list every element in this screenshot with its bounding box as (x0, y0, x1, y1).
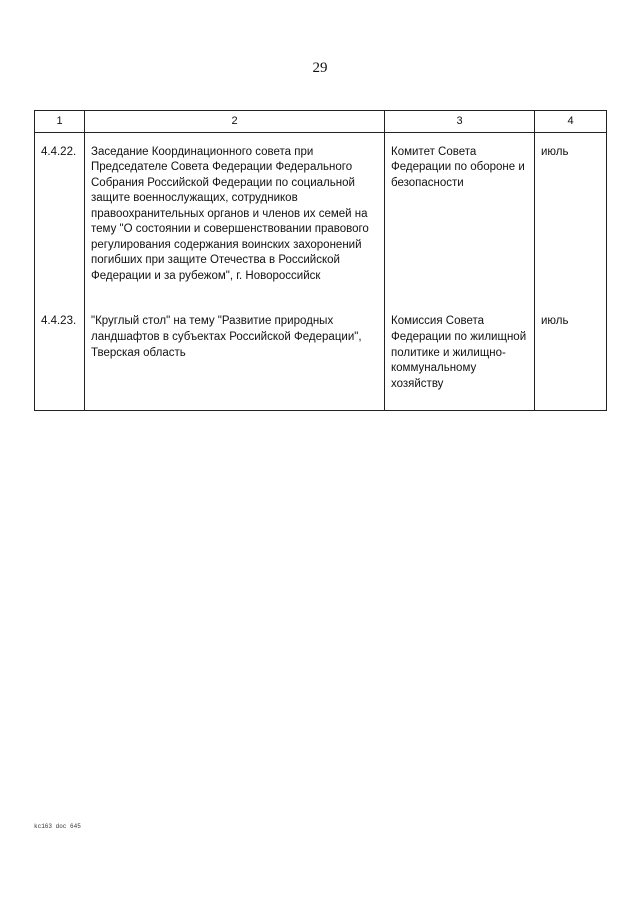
event-description: "Круглый стол" на тему "Развитие природных ландшафтов в субъектах Российской Федерации", Тверская область (85, 302, 385, 410)
row-number: 4.4.23. (35, 302, 85, 410)
event-date: июль (535, 132, 607, 302)
events-table (34, 110, 607, 411)
event-date: июль (535, 302, 607, 410)
column-header-4: 4 (535, 111, 607, 133)
document-code: kc163 doc 645 (34, 823, 81, 830)
table-row (35, 132, 607, 302)
column-header-2: 2 (85, 111, 385, 133)
event-description: Заседание Координационного совета при Председателе Совета Федерации Федерального Собрания Российской Федерации по социальной защите военнослужащих, сотрудников правоохранительных органов и членов их семей на тему "О состоянии и совершенствовании правового регулирования содержания воинских захоронений погибших при защите Отечества в Российской Федерации и за рубежом", г. Новороссийск (85, 132, 385, 302)
page-number: 29 (312, 60, 328, 76)
table-header-row (35, 111, 607, 133)
table-row (35, 302, 607, 410)
column-header-1: 1 (35, 111, 85, 133)
column-header-3: 3 (385, 111, 535, 133)
responsible-body: Комитет Совета Федерации по обороне и безопасности (385, 132, 535, 302)
responsible-body: Комиссия Совета Федерации по жилищной политике и жилищно-коммунальному хозяйству (385, 302, 535, 410)
row-number: 4.4.22. (35, 132, 85, 302)
